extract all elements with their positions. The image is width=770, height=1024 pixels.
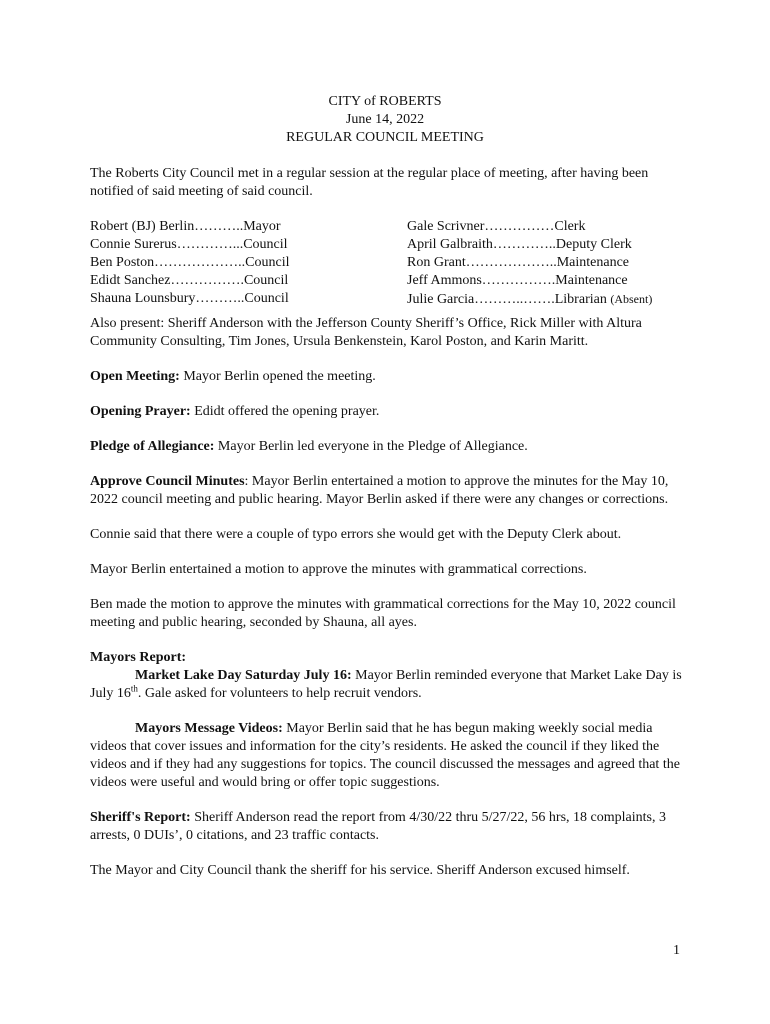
approve-minutes-text: : Mayor Berlin entertained a motion to approve the minutes for the May 10, 2022 council meeting and public hearing. Mayor Berlin asked if there were any changes or corrections. (90, 474, 669, 507)
staff-column (407, 218, 652, 308)
roster-entry-text: Julie Garcia………..…….Librarian (407, 292, 607, 307)
market-lake-day-paragraph (90, 667, 690, 703)
attendance-roster (90, 218, 690, 307)
opening-prayer-label: Opening Prayer: (90, 404, 191, 419)
council-members-column (90, 218, 290, 308)
roster-entry: Connie Surerus…………...Council (90, 237, 288, 252)
market-lake-day-text-end: . Gale asked for volunteers to help recruit vendors. (137, 686, 422, 701)
approve-minutes-paragraph (90, 473, 690, 509)
sheriffs-report-text: Sheriff Anderson read the report from 4/30/22 thru 5/27/22, 56 hrs, 18 complaints, 3 arrests, 0 DUIs’, 0 citations, and 23 traffic contacts. (90, 810, 666, 843)
roster-entry: Ben Poston………………..Council (90, 255, 290, 270)
roster-entry: Robert (BJ) Berlin………..Mayor (90, 219, 281, 234)
intro-paragraph: The Roberts City Council met in a regular session at the regular place of meeting, after having been notified of said meeting of said council. (90, 166, 649, 199)
market-lake-day-label: Market Lake Day Saturday July 16: (135, 668, 352, 683)
opening-prayer-paragraph (90, 403, 690, 421)
meeting-date: June 14, 2022 (345, 112, 425, 127)
message-videos-text: Mayor Berlin said that he has begun making weekly social media videos that cover issues and information for the city’s residents. He asked the council if they liked the videos and if they had any suggestions for topics. The council discussed the messages and agreed that the videos were useful and would bring or offer topic suggestions. (90, 721, 680, 790)
meeting-title: REGULAR COUNCIL MEETING (286, 130, 484, 145)
ben-motion-paragraph: Ben made the motion to approve the minutes with grammatical corrections for the May 10, 2022 council meeting and public hearing, seconded by Shauna, all ayes. (90, 597, 676, 630)
opening-prayer-text: Edidt offered the opening prayer. (190, 404, 380, 419)
ordinal-suffix: th (130, 683, 138, 694)
roster-entry-absent (407, 290, 652, 308)
sheriffs-report-label: Sheriff's Report: (90, 810, 191, 825)
message-videos-paragraph (90, 720, 690, 792)
mayors-report-heading: Mayors Report: (90, 650, 187, 665)
roster-entry: Ron Grant………………..Maintenance (407, 255, 630, 270)
roster-entry: Jeff Ammons…………….Maintenance (407, 273, 628, 288)
city-title: CITY of ROBERTS (328, 94, 442, 109)
open-meeting-paragraph (90, 368, 690, 386)
roster-entry: Edidt Sanchez…………….Council (90, 273, 289, 288)
mayors-report-section (90, 649, 690, 703)
also-present-paragraph: Also present: Sheriff Anderson with the Jefferson County Sheriff’s Office, Rick Miller with Altura Community Consulting, Tim Jones, Ursula Benkenstein, Karol Poston, and Karin Maritt. (90, 316, 642, 349)
absent-note: (Absent) (610, 292, 653, 306)
pledge-text: Mayor Berlin led everyone in the Pledge of Allegiance. (214, 439, 528, 454)
approve-minutes-label: Approve Council Minutes (90, 474, 245, 489)
sheriffs-report-paragraph (90, 809, 690, 845)
page-number: 1 (673, 943, 680, 958)
thanks-paragraph: The Mayor and City Council thank the sheriff for his service. Sheriff Anderson excused himself. (90, 863, 630, 878)
open-meeting-text: Mayor Berlin opened the meeting. (179, 369, 376, 384)
roster-entry: April Galbraith…………..Deputy Clerk (407, 237, 632, 252)
pledge-paragraph (90, 438, 690, 456)
roster-entry: Shauna Lounsbury………..Council (90, 291, 289, 306)
message-videos-label: Mayors Message Videos: (135, 721, 283, 736)
open-meeting-label: Open Meeting: (90, 369, 180, 384)
pledge-label: Pledge of Allegiance: (90, 439, 215, 454)
mayor-motion-paragraph: Mayor Berlin entertained a motion to approve the minutes with grammatical corrections. (90, 562, 587, 577)
document-header (0, 93, 770, 147)
connie-paragraph: Connie said that there were a couple of typo errors she would get with the Deputy Clerk about. (90, 527, 622, 542)
document-body (90, 165, 690, 897)
roster-entry: Gale Scrivner……………Clerk (407, 219, 586, 234)
market-lake-day-text: Mayor Berlin reminded everyone that Market Lake Day is July 16 (90, 668, 682, 701)
